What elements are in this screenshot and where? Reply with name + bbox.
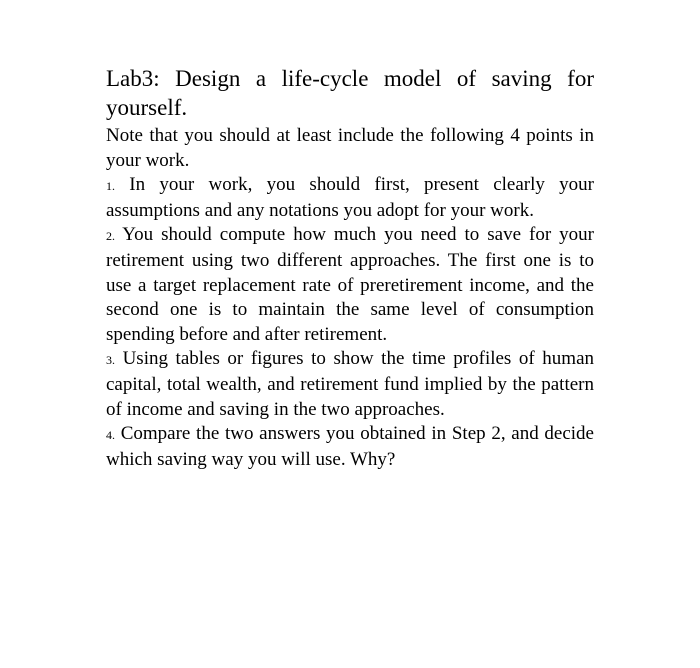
intro-paragraph: Note that you should at least include the following 4 points in your work. — [106, 125, 594, 171]
list-item-3 — [106, 347, 594, 422]
item-number: 4. — [106, 428, 115, 443]
item-number: 3. — [106, 353, 115, 368]
list-item-1 — [106, 173, 594, 223]
item-text: In your work, you should first, present clearly your assumptions and any notations you adopt for your work. — [106, 174, 595, 221]
item-text: You should compute how much you need to save for your retirement using two different approaches. The first one is to use a target replacement rate of preretirement income, and the second one is to maintain the same level of consumption spending before and after retirement. — [106, 224, 594, 345]
item-text: Using tables or figures to show the time profiles of human capital, total wealth, and retirement fund implied by the pattern of income and saving in the two approaches. — [106, 348, 594, 420]
list-item-4 — [106, 422, 594, 472]
item-number: 2. — [106, 229, 115, 244]
document-title: Lab3: Design a life-cycle model of saving for yourself. — [106, 66, 594, 120]
item-text: Compare the two answers you obtained in Step 2, and decide which saving way you will use. Why? — [106, 423, 594, 470]
item-number: 1. — [106, 179, 115, 194]
document-body — [106, 64, 594, 472]
list-item-2 — [106, 223, 594, 347]
